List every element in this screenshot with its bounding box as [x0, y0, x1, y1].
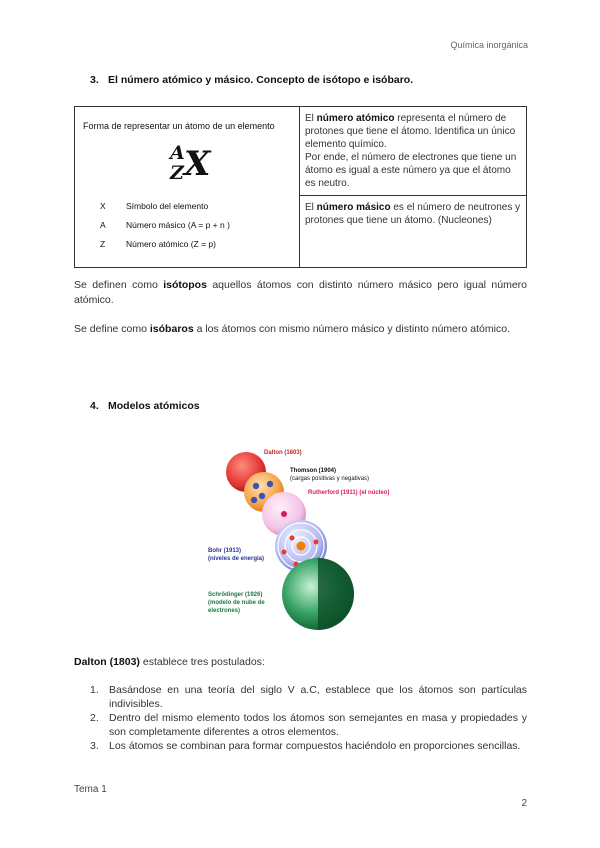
text: a los átomos con mismo número másico y distinto número atómico.: [193, 323, 510, 335]
label-thomson-sub: (cargas positivas y negativas): [290, 476, 370, 482]
text: establece tres postulados:: [139, 656, 265, 668]
label-dalton: Dalton (1803): [264, 450, 302, 456]
running-header: Química inorgánica: [450, 40, 528, 50]
dalton-intro: [74, 655, 527, 670]
list-text: Basándose en una teoría del siglo V a.C, establece que los átomos son partículas indivisibles.: [109, 684, 527, 710]
footer-topic: Tema 1: [74, 784, 107, 795]
notation-atomic-number: Z: [170, 162, 184, 184]
notation-diagram-cell: [75, 107, 300, 268]
text: representa el número de protones que tiene el átomo. Identifica un único elemento químico.: [305, 113, 516, 150]
text: Se definen como: [74, 279, 164, 291]
list-item: [74, 684, 527, 711]
legend-key: Z: [100, 239, 106, 249]
label-bohr-sub: (niveles de energía): [208, 556, 265, 562]
section-3-heading: [90, 74, 413, 86]
atomic-models-figure: [200, 444, 410, 636]
label-bohr: Bohr (1913): [208, 548, 242, 554]
legend-text: Símbolo del elemento: [126, 201, 209, 211]
section-3-number: 3.: [90, 74, 99, 86]
label-schrodinger: Schrödinger (1926): [208, 592, 263, 598]
text: es el número de neutrones y protones que tiene un átomo. (Nucleones): [305, 202, 521, 226]
term-isotopes: isótopos: [163, 279, 207, 291]
atomic-number-table: [74, 106, 527, 268]
notation-legend: [100, 201, 230, 258]
list-text: Dentro del mismo elemento todos los átomos son semejantes en masa y propiedades y son completamente diferentes a otros elementos.: [109, 712, 527, 738]
term-dalton: Dalton (1803): [74, 656, 140, 668]
section-4-title: Modelos atómicos: [108, 400, 200, 412]
atomic-number-definition: [301, 108, 525, 194]
legend-text: Número másico (A = p + n ): [126, 220, 230, 230]
schrodinger-cutaway: [318, 558, 354, 630]
notation-mass-number: A: [170, 142, 185, 164]
label-thomson: Thomson (1904): [290, 468, 337, 474]
label-rutherford: Rutherford (1911) (el núcleo): [308, 490, 390, 496]
legend-text: Número atómico (Z = p): [126, 239, 216, 249]
legend-key: X: [100, 201, 106, 211]
list-item: [74, 712, 527, 739]
isobars-paragraph: [74, 322, 527, 337]
section-3-title: El número atómico y másico. Concepto de isótopo e isóbaro.: [108, 74, 414, 86]
dalton-postulates-list: [74, 684, 527, 755]
text: El: [305, 202, 317, 213]
isotopes-paragraph: [74, 278, 527, 308]
rutherford-nucleus: [281, 511, 287, 517]
list-number: 2.: [90, 712, 99, 724]
list-text: Los átomos se combinan para formar compuestos haciéndolo en proporciones sencillas.: [109, 740, 521, 752]
list-item: [74, 740, 527, 754]
legend-key: A: [100, 220, 106, 230]
atomic-number-definition-cell: [300, 107, 527, 196]
list-number: 3.: [90, 740, 99, 752]
label-schrodinger-sub2: electrones): [208, 608, 241, 614]
label-schrodinger-sub1: (modelo de nube de: [208, 600, 265, 606]
mass-number-definition-cell: [300, 196, 527, 268]
term-atomic-number: número atómico: [316, 113, 395, 124]
nuclide-notation: [170, 142, 230, 192]
notation-symbol: X: [184, 144, 211, 184]
diagram-caption: Forma de representar un átomo de un elemento: [83, 121, 275, 131]
section-4-number: 4.: [90, 400, 99, 412]
term-mass-number: número másico: [316, 202, 391, 213]
text: Por ende, el número de electrones que tiene un átomo es igual a este número ya que el átomo es neutro.: [305, 152, 517, 189]
page-number: 2: [521, 798, 527, 809]
term-isobars: isóbaros: [149, 323, 194, 335]
text: El: [305, 113, 317, 124]
section-4-heading: [90, 400, 200, 412]
text: aquellos átomos con distinto número másico pero igual número atómico.: [74, 279, 527, 306]
legend-row: [100, 201, 230, 220]
list-number: 1.: [90, 684, 99, 696]
legend-row: [100, 239, 230, 258]
legend-row: [100, 220, 230, 239]
bohr-nucleus: [297, 542, 306, 551]
text: Se define como: [74, 323, 150, 335]
mass-number-definition: [301, 197, 525, 231]
